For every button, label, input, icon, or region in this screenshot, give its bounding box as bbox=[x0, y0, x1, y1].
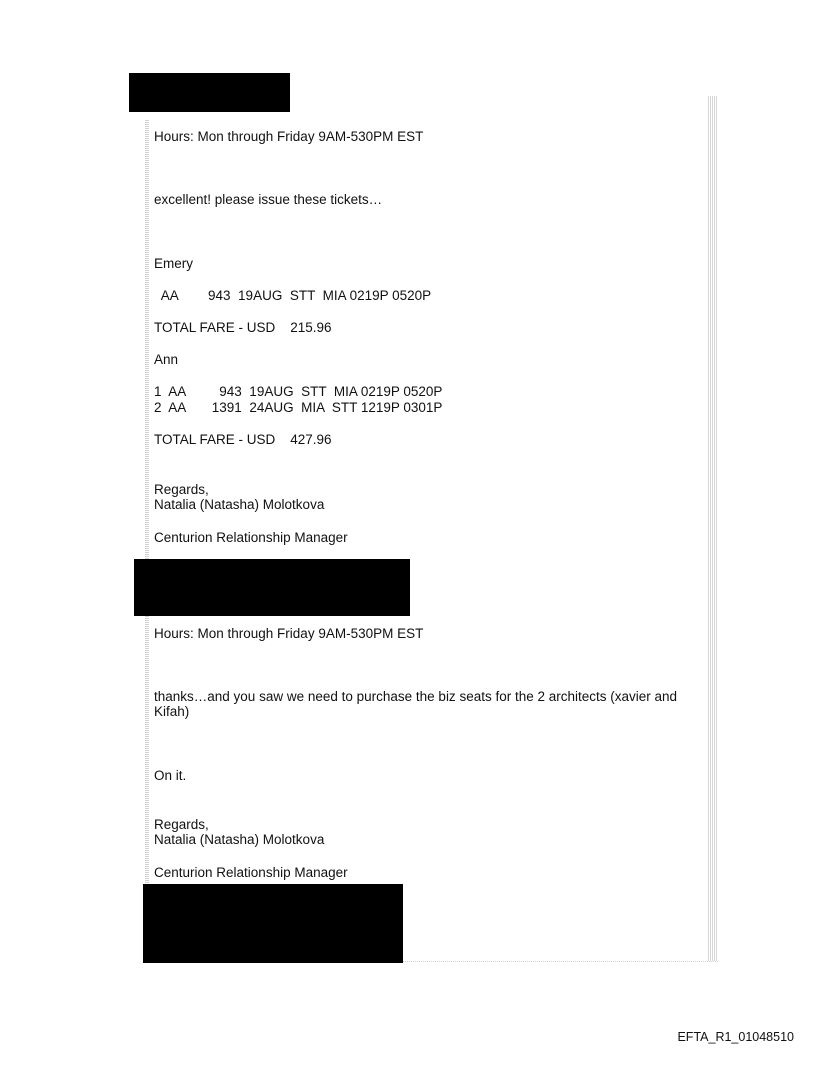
quote-border-right bbox=[708, 96, 718, 962]
hours-line: Hours: Mon through Friday 9AM-530PM EST bbox=[154, 626, 424, 641]
message-text: thanks…and you saw we need to purchase the biz seats for the 2 architects (xavier and Kifah) bbox=[154, 689, 678, 719]
quote-border-left bbox=[145, 120, 149, 962]
document-id: EFTA_R1_01048510 bbox=[677, 1030, 794, 1044]
hours-line: Hours: Mon through Friday 9AM-530PM EST bbox=[154, 129, 424, 144]
flight-itinerary: 1 AA 943 19AUG STT MIA 0219P 0520P bbox=[154, 384, 443, 399]
message-text: excellent! please issue these tickets… bbox=[154, 192, 383, 207]
passenger-name: Emery bbox=[154, 256, 194, 271]
signer-title: Centurion Relationship Manager bbox=[154, 865, 348, 880]
redaction-block-bottom bbox=[143, 884, 403, 963]
signer-name: Natalia (Natasha) Molotkova bbox=[154, 832, 325, 847]
flight-itinerary: 2 AA 1391 24AUG MIA STT 1219P 0301P bbox=[154, 400, 443, 415]
signer-title: Centurion Relationship Manager bbox=[154, 530, 348, 545]
flight-itinerary: AA 943 19AUG STT MIA 0219P 0520P bbox=[154, 288, 432, 303]
total-fare: TOTAL FARE - USD 215.96 bbox=[154, 320, 332, 335]
regards: Regards, bbox=[154, 482, 209, 497]
quote-border-bottom bbox=[403, 961, 718, 962]
total-fare: TOTAL FARE - USD 427.96 bbox=[154, 432, 332, 447]
reply-text: On it. bbox=[154, 768, 187, 783]
redaction-block-middle bbox=[134, 559, 410, 616]
signer-name: Natalia (Natasha) Molotkova bbox=[154, 497, 325, 512]
regards: Regards, bbox=[154, 817, 209, 832]
passenger-name: Ann bbox=[154, 352, 179, 367]
redaction-block-top bbox=[129, 73, 290, 112]
